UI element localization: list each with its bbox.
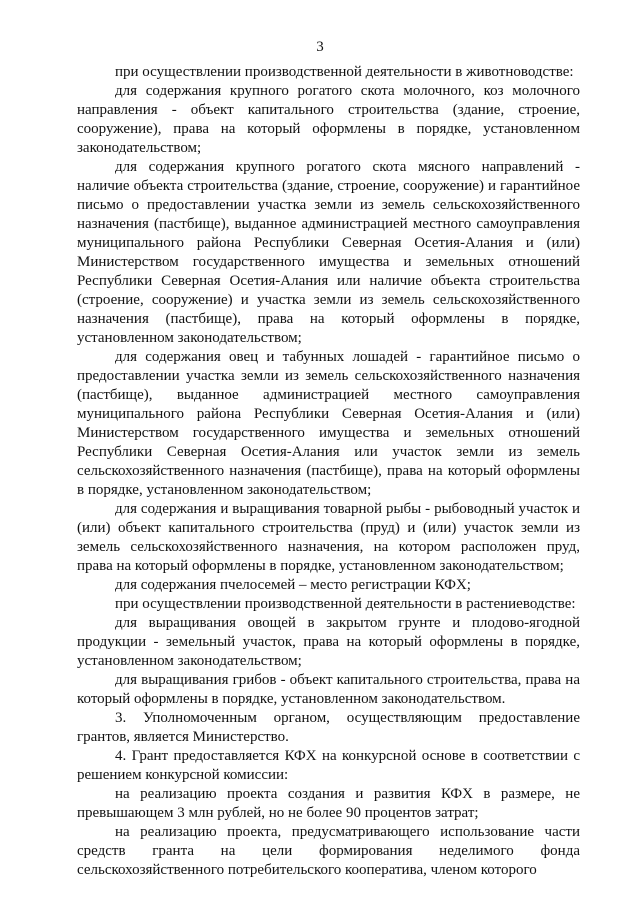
page-number: 3	[316, 39, 324, 55]
paragraph-livestock-intro: при осуществлении производственной деятельности в животноводстве:	[115, 64, 574, 80]
document-body	[77, 63, 580, 880]
paragraph-mushrooms: для выращивания грибов - объект капитального строительства, права на который оформлены в порядке, установленном законодательством.	[77, 672, 580, 707]
paragraph-authorized-body: 3. Уполномоченным органом, осуществляющим предоставление грантов, является Министерство.	[77, 710, 580, 745]
paragraph-crops-intro: при осуществлении производственной деятельности в растениеводстве:	[115, 596, 576, 612]
paragraph-fish: для содержания и выращивания товарной рыбы - рыбоводный участок и (или) объект капитального строительства (пруд) и (или) участок земли из земель сельскохозяйственного назначения, на котором расположен пруд, права на который оформлены в порядке, установленном законодательством;	[77, 501, 580, 574]
paragraph-beef-cattle: для содержания крупного рогатого скота мясного направлений - наличие объекта строительства (здание, строение, сооружение) и гарантийное письмо о предоставлении участка земли из земель сельскохозяйственного назначения (пастбище), выданное администрацией местного самоуправления муниципального района Республики Северная Осетия-Алания и (или) Министерством государственного имущества и земельных отношений Республики Северная Осетия-Алания или наличие объекта строительства (строение, сооружение) и участка земли из земель сельскохозяйственного назначения (пастбище), права на который оформлены в порядке, установленном законодательством;	[77, 159, 580, 346]
paragraph-dairy-cattle: для содержания крупного рогатого скота молочного, коз молочного направления - объект капитального строительства (здание, строение, сооружение), права на который оформлены в порядке, установленном законодательством;	[77, 83, 580, 156]
paragraph-sheep-horses: для содержания овец и табунных лошадей - гарантийное письмо о предоставлении участка земли из земель сельскохозяйственного назначения (пастбище), выданное администрацией местного самоуправления муниципального района Республики Северная Осетия-Алания и (или) Министерством государственного имущества и земельных отношений Республики Северная Осетия-Алания или участок земли из земель сельскохозяйственного назначения (пастбище), права на который оформлены в порядке, установленном законодательством;	[77, 349, 580, 498]
paragraph-vegetables: для выращивания овощей в закрытом грунте и плодово-ягодной продукции - земельный участок, права на который оформлены в порядке, установленном законодательством;	[77, 615, 580, 669]
paragraph-grant-amount: на реализацию проекта создания и развития КФХ в размере, не превышающем 3 млн рублей, но не более 90 процентов затрат;	[77, 786, 580, 821]
paragraph-grant-basis: 4. Грант предоставляется КФХ на конкурсной основе в соответствии с решением конкурсной комиссии:	[77, 748, 580, 783]
paragraph-cooperative-fund: на реализацию проекта, предусматривающего использование части средств гранта на цели формирования неделимого фонда сельскохозяйственного потребительского кооператива, членом которого	[77, 824, 580, 878]
paragraph-bees: для содержания пчелосемей – место регистрации КФХ;	[115, 577, 471, 593]
